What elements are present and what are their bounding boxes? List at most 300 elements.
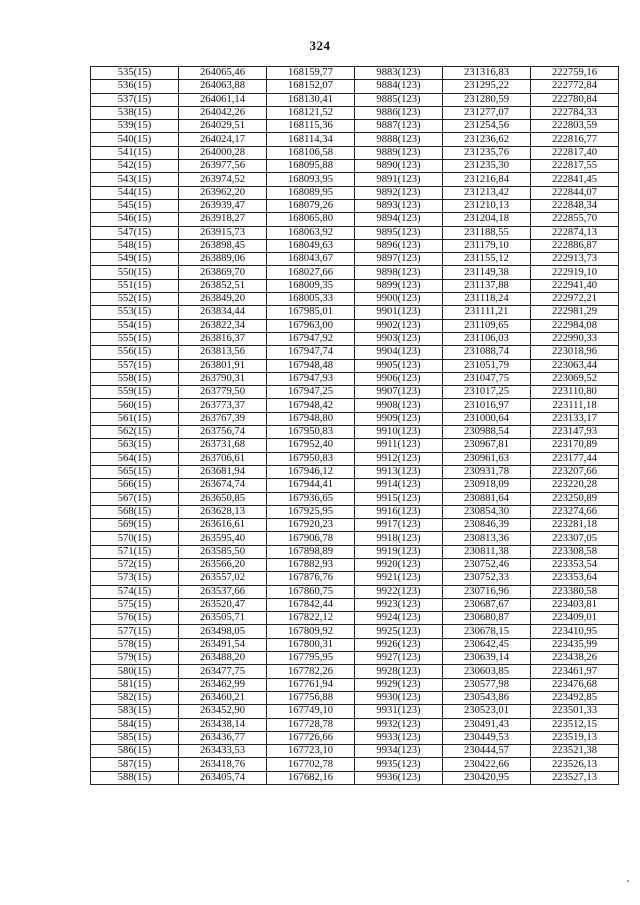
table-row	[91, 160, 619, 173]
table-cell: 167782,26	[267, 665, 355, 678]
table-cell: 168009,35	[267, 279, 355, 292]
table-cell: 9888(123)	[355, 133, 443, 146]
table-cell: 230577,98	[443, 678, 531, 691]
table-cell: 9933(123)	[355, 731, 443, 744]
table-cell: 231017,25	[443, 386, 531, 399]
table-row	[91, 226, 619, 239]
table-cell: 222780,84	[531, 93, 619, 106]
table-cell: 168043,67	[267, 253, 355, 266]
table-cell: 263822,34	[179, 319, 267, 332]
table-cell: 230918,09	[443, 479, 531, 492]
table-cell: 9918(123)	[355, 532, 443, 545]
table-cell: 569(15)	[91, 519, 179, 532]
table-cell: 223353,64	[531, 572, 619, 585]
table-cell: 9892(123)	[355, 186, 443, 199]
table-cell: 222803,59	[531, 120, 619, 133]
coordinate-table	[90, 66, 619, 785]
table-row	[91, 372, 619, 385]
table-cell: 230752,46	[443, 558, 531, 571]
table-row	[91, 638, 619, 651]
table-row	[91, 412, 619, 425]
table-cell: 223353,54	[531, 558, 619, 571]
table-cell: 223519,13	[531, 731, 619, 744]
table-cell: 231280,59	[443, 93, 531, 106]
table-cell: 9912(123)	[355, 452, 443, 465]
table-cell: 230716,96	[443, 585, 531, 598]
table-cell: 567(15)	[91, 492, 179, 505]
table-cell: 263852,51	[179, 279, 267, 292]
table-cell: 575(15)	[91, 598, 179, 611]
table-cell: 223476,68	[531, 678, 619, 691]
table-row	[91, 120, 619, 133]
table-cell: 9886(123)	[355, 106, 443, 119]
table-cell: 9928(123)	[355, 665, 443, 678]
table-cell: 167898,89	[267, 545, 355, 558]
table-cell: 9929(123)	[355, 678, 443, 691]
table-row	[91, 558, 619, 571]
table-row	[91, 745, 619, 758]
table-cell: 9890(123)	[355, 160, 443, 173]
table-cell: 571(15)	[91, 545, 179, 558]
table-cell: 535(15)	[91, 67, 179, 80]
table-cell: 570(15)	[91, 532, 179, 545]
table-cell: 576(15)	[91, 612, 179, 625]
table-cell: 231216,84	[443, 173, 531, 186]
table-cell: 230931,78	[443, 465, 531, 478]
table-cell: 230603,85	[443, 665, 531, 678]
table-cell: 231188,55	[443, 226, 531, 239]
table-cell: 231047,75	[443, 372, 531, 385]
table-cell: 167860,75	[267, 585, 355, 598]
table-cell: 168079,26	[267, 199, 355, 212]
table-cell: 223410,95	[531, 625, 619, 638]
table-cell: 230854,30	[443, 505, 531, 518]
table-row	[91, 80, 619, 93]
table-cell: 230420,95	[443, 771, 531, 784]
table-cell: 230444,57	[443, 745, 531, 758]
table-row	[91, 266, 619, 279]
table-cell: 223380,58	[531, 585, 619, 598]
table-row	[91, 253, 619, 266]
table-cell: 581(15)	[91, 678, 179, 691]
table-cell: 223207,66	[531, 465, 619, 478]
table-cell: 586(15)	[91, 745, 179, 758]
table-cell: 230811,38	[443, 545, 531, 558]
table-cell: 9934(123)	[355, 745, 443, 758]
table-row	[91, 771, 619, 784]
table-cell: 223133,17	[531, 412, 619, 425]
table-cell: 263801,91	[179, 359, 267, 372]
table-cell: 264063,88	[179, 80, 267, 93]
table-cell: 223281,18	[531, 519, 619, 532]
table-cell: 223274,66	[531, 505, 619, 518]
table-cell: 263537,66	[179, 585, 267, 598]
table-cell: 167702,78	[267, 758, 355, 771]
table-cell: 263773,37	[179, 399, 267, 412]
table-cell: 167800,31	[267, 638, 355, 651]
table-cell: 264065,46	[179, 67, 267, 80]
table-cell: 167723,10	[267, 745, 355, 758]
table-cell: 230961,63	[443, 452, 531, 465]
table-cell: 9917(123)	[355, 519, 443, 532]
table-cell: 9913(123)	[355, 465, 443, 478]
table-cell: 538(15)	[91, 106, 179, 119]
table-cell: 547(15)	[91, 226, 179, 239]
table-cell: 167944,41	[267, 479, 355, 492]
table-cell: 555(15)	[91, 332, 179, 345]
table-cell: 223512,15	[531, 718, 619, 731]
table-cell: 168063,92	[267, 226, 355, 239]
table-cell: 565(15)	[91, 465, 179, 478]
table-cell: 544(15)	[91, 186, 179, 199]
table-cell: 168049,63	[267, 239, 355, 252]
table-row	[91, 359, 619, 372]
table-cell: 553(15)	[91, 306, 179, 319]
table-cell: 585(15)	[91, 731, 179, 744]
table-cell: 167756,88	[267, 691, 355, 704]
table-cell: 263939,47	[179, 199, 267, 212]
table-cell: 263498,05	[179, 625, 267, 638]
table-cell: 588(15)	[91, 771, 179, 784]
table-cell: 223250,89	[531, 492, 619, 505]
table-cell: 222784,33	[531, 106, 619, 119]
table-cell: 231111,21	[443, 306, 531, 319]
table-cell: 223409,01	[531, 612, 619, 625]
table-row	[91, 199, 619, 212]
table-cell: 231235,30	[443, 160, 531, 173]
table-cell: 578(15)	[91, 638, 179, 651]
table-cell: 263767,39	[179, 412, 267, 425]
table-cell: 222972,21	[531, 293, 619, 306]
table-cell: 582(15)	[91, 691, 179, 704]
table-cell: 9932(123)	[355, 718, 443, 731]
table-row	[91, 505, 619, 518]
table-cell: 231236,62	[443, 133, 531, 146]
table-cell: 230449,53	[443, 731, 531, 744]
table-cell: 230680,87	[443, 612, 531, 625]
table-row	[91, 426, 619, 439]
table-row	[91, 465, 619, 478]
table-cell: 563(15)	[91, 439, 179, 452]
table-row	[91, 93, 619, 106]
table-cell: 231149,38	[443, 266, 531, 279]
table-cell: 539(15)	[91, 120, 179, 133]
table-row	[91, 652, 619, 665]
table-cell: 222874,13	[531, 226, 619, 239]
table-cell: 263816,37	[179, 332, 267, 345]
table-cell: 167876,76	[267, 572, 355, 585]
table-cell: 9915(123)	[355, 492, 443, 505]
table-cell: 168089,95	[267, 186, 355, 199]
table-cell: 580(15)	[91, 665, 179, 678]
table-cell: 167946,12	[267, 465, 355, 478]
table-cell: 231137,88	[443, 279, 531, 292]
table-cell: 263918,27	[179, 213, 267, 226]
table-cell: 231109,65	[443, 319, 531, 332]
table-cell: 9925(123)	[355, 625, 443, 638]
table-cell: 168152,07	[267, 80, 355, 93]
table-cell: 263418,76	[179, 758, 267, 771]
table-cell: 230687,67	[443, 598, 531, 611]
table-cell: 568(15)	[91, 505, 179, 518]
table-cell: 222841,45	[531, 173, 619, 186]
table-cell: 230988,54	[443, 426, 531, 439]
table-row	[91, 173, 619, 186]
table-cell: 557(15)	[91, 359, 179, 372]
table-cell: 231254,56	[443, 120, 531, 133]
table-cell: 543(15)	[91, 173, 179, 186]
table-cell: 223526,13	[531, 758, 619, 771]
table-cell: 9924(123)	[355, 612, 443, 625]
table-row	[91, 452, 619, 465]
table-cell: 9896(123)	[355, 239, 443, 252]
table-row	[91, 612, 619, 625]
table-cell: 167882,93	[267, 558, 355, 571]
table-row	[91, 691, 619, 704]
table-cell: 560(15)	[91, 399, 179, 412]
table-cell: 263433,53	[179, 745, 267, 758]
table-cell: 548(15)	[91, 239, 179, 252]
table-cell: 231106,03	[443, 332, 531, 345]
table-cell: 9895(123)	[355, 226, 443, 239]
table-cell: 263628,13	[179, 505, 267, 518]
table-cell: 9906(123)	[355, 372, 443, 385]
table-cell: 550(15)	[91, 266, 179, 279]
table-cell: 263779,50	[179, 386, 267, 399]
table-cell: 231179,10	[443, 239, 531, 252]
table-cell: 222855,70	[531, 213, 619, 226]
table-cell: 167920,23	[267, 519, 355, 532]
table-row	[91, 665, 619, 678]
table-cell: 9893(123)	[355, 199, 443, 212]
table-cell: 584(15)	[91, 718, 179, 731]
table-cell: 566(15)	[91, 479, 179, 492]
table-row	[91, 479, 619, 492]
table-cell: 168159,77	[267, 67, 355, 80]
table-cell: 579(15)	[91, 652, 179, 665]
table-cell: 9922(123)	[355, 585, 443, 598]
table-cell: 223018,96	[531, 346, 619, 359]
table-cell: 9883(123)	[355, 67, 443, 80]
table-cell: 231088,74	[443, 346, 531, 359]
table-cell: 222817,55	[531, 160, 619, 173]
table-cell: 223111,18	[531, 399, 619, 412]
table-row	[91, 492, 619, 505]
table-cell: 231155,12	[443, 253, 531, 266]
table-cell: 222759,16	[531, 67, 619, 80]
table-cell: 263813,56	[179, 346, 267, 359]
table-cell: 222817,40	[531, 146, 619, 159]
table-cell: 264042,26	[179, 106, 267, 119]
table-cell: 263681,94	[179, 465, 267, 478]
table-cell: 9905(123)	[355, 359, 443, 372]
table-cell: 263650,85	[179, 492, 267, 505]
table-cell: 263674,74	[179, 479, 267, 492]
table-row	[91, 585, 619, 598]
table-row	[91, 67, 619, 80]
table-row	[91, 718, 619, 731]
table-cell: 9926(123)	[355, 638, 443, 651]
table-cell: 264061,14	[179, 93, 267, 106]
table-cell: 9901(123)	[355, 306, 443, 319]
coordinate-table-body	[91, 67, 619, 785]
table-cell: 223308,58	[531, 545, 619, 558]
table-cell: 222844,07	[531, 186, 619, 199]
table-cell: 263438,14	[179, 718, 267, 731]
table-cell: 541(15)	[91, 146, 179, 159]
table-cell: 168005,33	[267, 293, 355, 306]
table-cell: 574(15)	[91, 585, 179, 598]
table-cell: 9902(123)	[355, 319, 443, 332]
table-cell: 168130,41	[267, 93, 355, 106]
table-cell: 223527,13	[531, 771, 619, 784]
table-cell: 9898(123)	[355, 266, 443, 279]
table-cell: 230543,86	[443, 691, 531, 704]
table-cell: 222990,33	[531, 332, 619, 345]
table-cell: 167795,95	[267, 652, 355, 665]
table-cell: 264024,17	[179, 133, 267, 146]
table-cell: 168115,36	[267, 120, 355, 133]
table-cell: 552(15)	[91, 293, 179, 306]
table-cell: 167948,42	[267, 399, 355, 412]
table-row	[91, 731, 619, 744]
table-row	[91, 678, 619, 691]
table-cell: 223147,93	[531, 426, 619, 439]
table-cell: 231051,79	[443, 359, 531, 372]
table-cell: 9931(123)	[355, 705, 443, 718]
table-cell: 587(15)	[91, 758, 179, 771]
table-cell: 231235,76	[443, 146, 531, 159]
table-cell: 223435,99	[531, 638, 619, 651]
table-cell: 9908(123)	[355, 399, 443, 412]
table-cell: 167950,83	[267, 426, 355, 439]
table-cell: 540(15)	[91, 133, 179, 146]
table-cell: 9885(123)	[355, 93, 443, 106]
table-cell: 231277,07	[443, 106, 531, 119]
table-cell: 168121,52	[267, 106, 355, 119]
table-cell: 9887(123)	[355, 120, 443, 133]
table-cell: 231000,64	[443, 412, 531, 425]
table-cell: 263488,20	[179, 652, 267, 665]
table-cell: 263756,74	[179, 426, 267, 439]
table-cell: 230967,81	[443, 439, 531, 452]
table-row	[91, 598, 619, 611]
table-row	[91, 705, 619, 718]
table-cell: 545(15)	[91, 199, 179, 212]
table-row	[91, 532, 619, 545]
table-cell: 230639,14	[443, 652, 531, 665]
table-row	[91, 399, 619, 412]
table-cell: 167925,95	[267, 505, 355, 518]
table-cell: 222913,73	[531, 253, 619, 266]
table-cell: 222772,84	[531, 80, 619, 93]
table-cell: 167952,40	[267, 439, 355, 452]
table-cell: 9899(123)	[355, 279, 443, 292]
table-cell: 167749,10	[267, 705, 355, 718]
table-cell: 9930(123)	[355, 691, 443, 704]
table-cell: 9910(123)	[355, 426, 443, 439]
table-cell: 9907(123)	[355, 386, 443, 399]
table-cell: 167947,25	[267, 386, 355, 399]
table-cell: 263405,74	[179, 771, 267, 784]
table-cell: 222981,29	[531, 306, 619, 319]
table-cell: 168065,80	[267, 213, 355, 226]
table-cell: 167809,92	[267, 625, 355, 638]
table-cell: 231016,97	[443, 399, 531, 412]
table-cell: 223501,33	[531, 705, 619, 718]
table-cell: 573(15)	[91, 572, 179, 585]
table-row	[91, 306, 619, 319]
table-row	[91, 572, 619, 585]
table-row	[91, 213, 619, 226]
table-cell: 263706,61	[179, 452, 267, 465]
table-row	[91, 106, 619, 119]
table-cell: 230752,33	[443, 572, 531, 585]
table-cell: 230881,64	[443, 492, 531, 505]
table-row	[91, 332, 619, 345]
table-cell: 263834,44	[179, 306, 267, 319]
table-cell: 577(15)	[91, 625, 179, 638]
table-cell: 167726,66	[267, 731, 355, 744]
table-cell: 537(15)	[91, 93, 179, 106]
table-cell: 223170,89	[531, 439, 619, 452]
table-cell: 168027,66	[267, 266, 355, 279]
table-cell: 554(15)	[91, 319, 179, 332]
table-cell: 9891(123)	[355, 173, 443, 186]
table-cell: 263557,02	[179, 572, 267, 585]
table-row	[91, 186, 619, 199]
table-cell: 263585,50	[179, 545, 267, 558]
table-cell: 9914(123)	[355, 479, 443, 492]
table-row	[91, 386, 619, 399]
table-cell: 263520,47	[179, 598, 267, 611]
table-cell: 231316,83	[443, 67, 531, 80]
table-cell: 559(15)	[91, 386, 179, 399]
table-cell: 223403,81	[531, 598, 619, 611]
table-cell: 168093,95	[267, 173, 355, 186]
table-cell: 9900(123)	[355, 293, 443, 306]
table-cell: 9904(123)	[355, 346, 443, 359]
table-row	[91, 319, 619, 332]
table-cell: 549(15)	[91, 253, 179, 266]
table-cell: 167947,93	[267, 372, 355, 385]
table-cell: 223110,80	[531, 386, 619, 399]
table-cell: 572(15)	[91, 558, 179, 571]
table-cell: 9884(123)	[355, 80, 443, 93]
table-cell: 167947,74	[267, 346, 355, 359]
table-cell: 168114,34	[267, 133, 355, 146]
table-cell: 167728,78	[267, 718, 355, 731]
table-cell: 263595,40	[179, 532, 267, 545]
table-cell: 263436,77	[179, 731, 267, 744]
table-cell: 167950,83	[267, 452, 355, 465]
table-cell: 9920(123)	[355, 558, 443, 571]
table-cell: 263790,31	[179, 372, 267, 385]
table-row	[91, 758, 619, 771]
table-cell: 167963,00	[267, 319, 355, 332]
table-cell: 230846,39	[443, 519, 531, 532]
table-cell: 223069,52	[531, 372, 619, 385]
table-row	[91, 625, 619, 638]
table-cell: 264000,28	[179, 146, 267, 159]
table-cell: 558(15)	[91, 372, 179, 385]
table-cell: 230523,01	[443, 705, 531, 718]
table-cell: 9903(123)	[355, 332, 443, 345]
scan-speck	[627, 880, 629, 882]
table-cell: 263491,54	[179, 638, 267, 651]
table-cell: 9889(123)	[355, 146, 443, 159]
table-cell: 263452,90	[179, 705, 267, 718]
